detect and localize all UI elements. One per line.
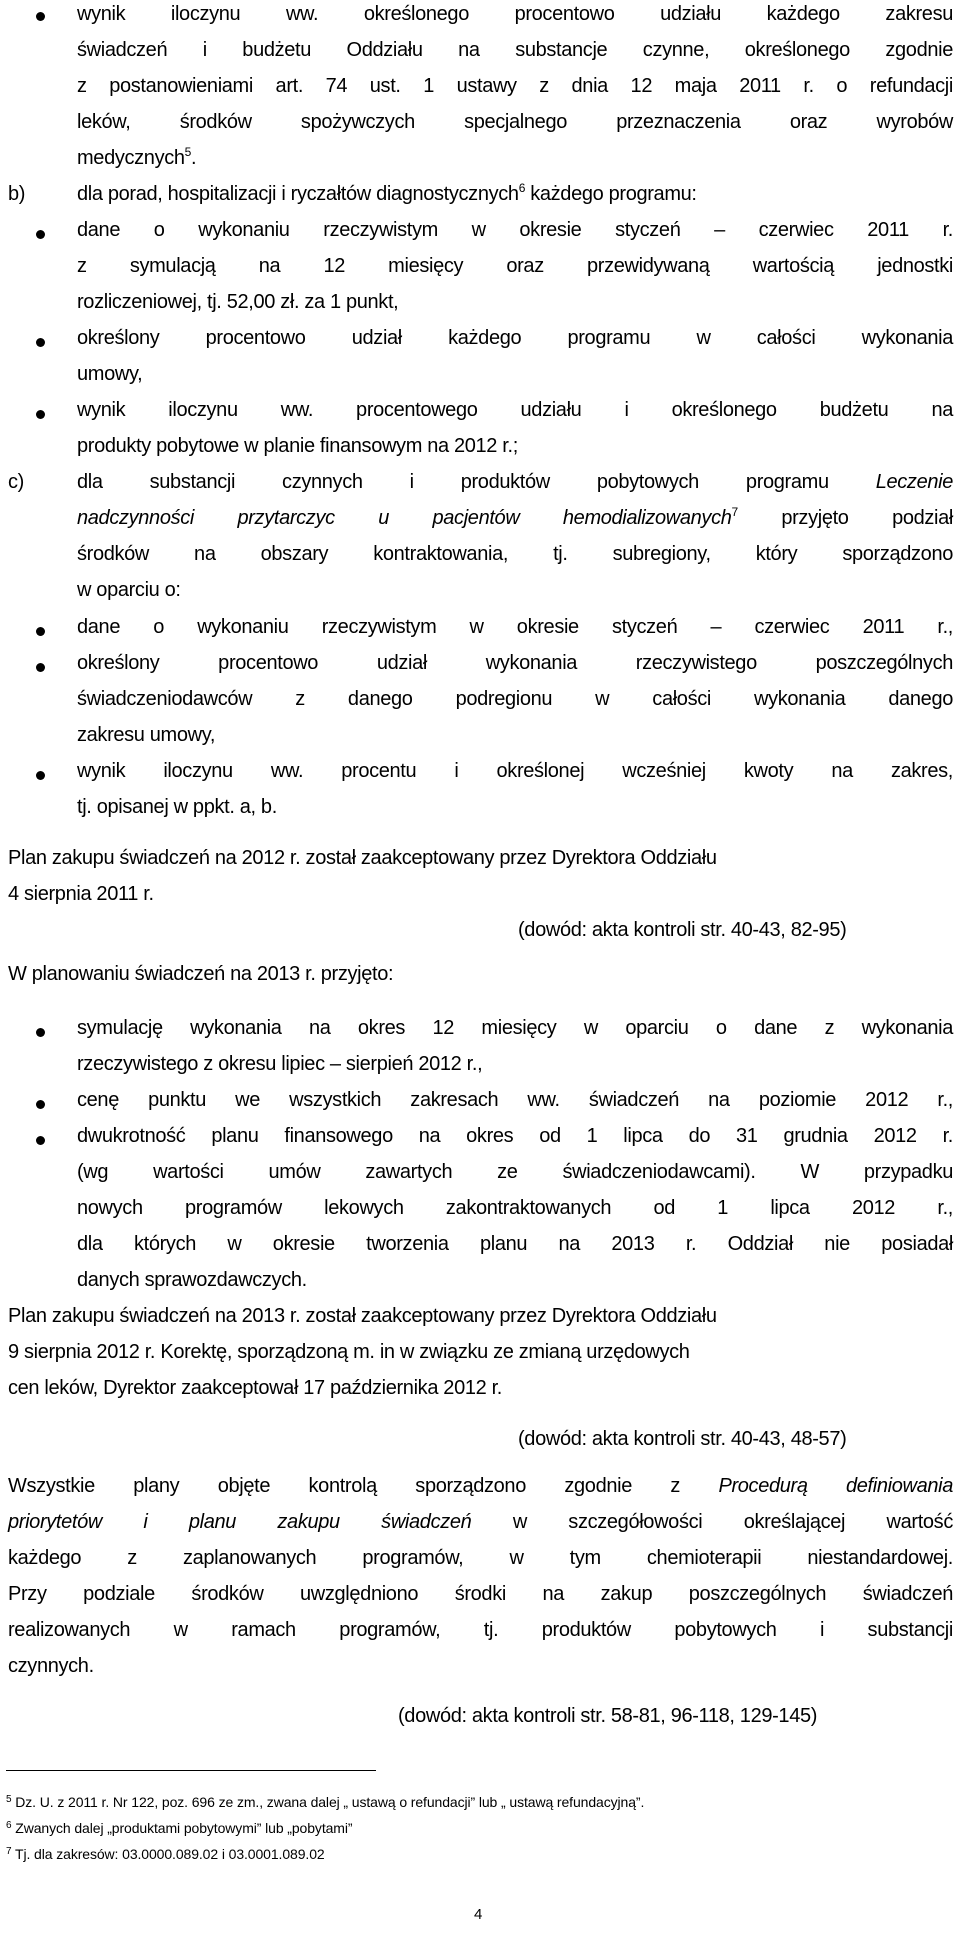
text-line: dwukrotność planu finansowego na okres od 1 lipca do 31 grudnia 2012 r. — [77, 1125, 953, 1147]
paragraph-line: Plan zakupu świadczeń na 2013 r. został zaakceptowany przez Dyrektora Oddziału — [8, 1305, 717, 1327]
paragraph-line: 4 sierpnia 2011 r. — [8, 883, 154, 905]
footnote-number: 5 — [6, 1794, 12, 1805]
footnote — [6, 1845, 325, 1863]
text-line: środków na obszary kontraktowania, tj. subregiony, który sporządzono — [77, 543, 953, 565]
text-line: leków, środków spożywczych specjalnego przeznaczenia oraz wyrobów — [77, 111, 953, 133]
text-line: umowy, — [77, 363, 143, 385]
text-line: cenę punktu we wszystkich zakresach ww. świadczeń na poziomie 2012 r., — [77, 1089, 953, 1111]
text-line — [77, 182, 697, 206]
text-line: dla których w okresie tworzenia planu na 2013 r. Oddział nie posiadał — [77, 1233, 953, 1255]
text-line: świadczeń i budżetu Oddziału na substancje czynne, określonego zgodnie — [77, 39, 953, 61]
text-line: wynik iloczynu ww. procentu i określonej wcześniej kwoty na zakres, — [77, 760, 953, 782]
footnote-number: 7 — [6, 1846, 12, 1857]
text-line: dane o wykonaniu rzeczywistym w okresie styczeń – czerwiec 2011 r. — [77, 219, 953, 241]
text-fragment: przyjęto podział — [781, 507, 953, 529]
footnote-text: Zwanych dalej „produktami pobytowymi” lub „pobytami” — [15, 1820, 353, 1836]
bullet — [36, 12, 45, 21]
bullet — [36, 627, 45, 636]
text-line: (wg wartości umów zawartych ze świadczeniodawcami). W przypadku — [77, 1161, 953, 1183]
text-fragment: każdego programu: — [530, 183, 697, 205]
text-line: określony procentowo udział każdego programu w całości wykonania — [77, 327, 953, 349]
bullet — [36, 410, 45, 419]
paragraph-line: Przy podziale środków uwzględniono środki na zakup poszczególnych świadczeń — [8, 1583, 953, 1605]
text-fragment: Wszystkie plany objęte kontrolą sporządzono zgodnie z — [8, 1475, 681, 1497]
text-line: nowych programów lekowych zakontraktowanych od 1 lipca 2012 r., — [77, 1197, 953, 1219]
text-line: wynik iloczynu ww. określonego procentowo udziału każdego zakresu — [77, 3, 953, 25]
text-fragment: w szczegółowości określającej wartość — [512, 1511, 953, 1533]
footnote — [6, 1819, 352, 1837]
bullet — [36, 1028, 45, 1037]
page-number: 4 — [474, 1906, 483, 1923]
program-name: nadczynności przytarczyc u pacjentów hemodializowanych — [77, 507, 732, 529]
bullet — [36, 338, 45, 347]
text-fragment: dla porad, hospitalizacji i ryczałtów diagnostycznych — [77, 183, 519, 205]
text-line: symulację wykonania na okres 12 miesięcy w oparciu o dane z wykonania — [77, 1017, 953, 1039]
text-fragment: dla substancji czynnych i produktów pobytowych programu — [77, 471, 829, 493]
list-label: b) — [8, 183, 26, 205]
text-line: rzeczywistego z okresu lipiec – sierpień 2012 r., — [77, 1053, 483, 1075]
paragraph-line — [8, 1510, 953, 1534]
text-line: wynik iloczynu ww. procentowego udziału i określonego budżetu na — [77, 399, 953, 421]
text-line — [77, 146, 196, 170]
footnote-text: Tj. dla zakresów: 03.0000.089.02 i 03.0001.089.02 — [15, 1846, 325, 1862]
paragraph-line: każdego z zaplanowanych programów, w tym chemioterapii niestandardowej. — [8, 1547, 953, 1569]
text-line: produkty pobytowe w planie finansowym na 2012 r.; — [77, 435, 518, 457]
footnote-number: 6 — [6, 1820, 12, 1831]
text-line: z postanowieniami art. 74 ust. 1 ustawy z dnia 12 maja 2011 r. o refundacji — [77, 75, 953, 97]
text-fragment: medycznych — [77, 147, 185, 169]
footnote — [6, 1793, 644, 1811]
text-fragment: . — [190, 147, 197, 169]
text-line: z symulacją na 12 miesięcy oraz przewidywaną wartością jednostki — [77, 255, 953, 277]
footnote-separator — [6, 1770, 376, 1771]
text-line: danych sprawozdawczych. — [77, 1269, 307, 1291]
bullet — [36, 1100, 45, 1109]
paragraph-line: cen leków, Dyrektor zaakceptował 17 października 2012 r. — [8, 1377, 503, 1399]
procedure-name: priorytetów i planu zakupu świadczeń — [8, 1511, 472, 1533]
paragraph-line: Plan zakupu świadczeń na 2012 r. został zaakceptowany przez Dyrektora Oddziału — [8, 847, 717, 869]
bullet — [36, 1136, 45, 1145]
paragraph-line — [8, 1474, 953, 1498]
evidence-reference: (dowód: akta kontroli str. 40-43, 48-57) — [518, 1428, 847, 1450]
text-line — [77, 470, 953, 494]
text-line: świadczeniodawców z danego podregionu w całości wykonania danego — [77, 688, 953, 710]
program-name: Leczenie — [875, 471, 953, 493]
evidence-reference: (dowód: akta kontroli str. 40-43, 82-95) — [518, 919, 847, 941]
text-line: w oparciu o: — [77, 579, 181, 601]
text-line: określony procentowo udział wykonania rzeczywistego poszczególnych — [77, 652, 953, 674]
bullet — [36, 230, 45, 239]
text-line — [77, 506, 953, 530]
text-line: rozliczeniowej, tj. 52,00 zł. za 1 punkt, — [77, 291, 399, 313]
paragraph-line: 9 sierpnia 2012 r. Korektę, sporządzoną m. in w związku ze zmianą urzędowych — [8, 1341, 690, 1363]
footnote-marker: 5 — [184, 145, 191, 159]
text-line: tj. opisanej w ppkt. a, b. — [77, 796, 277, 818]
text-line: dane o wykonaniu rzeczywistym w okresie styczeń – czerwiec 2011 r., — [77, 616, 953, 638]
text-line: zakresu umowy, — [77, 724, 216, 746]
bullet — [36, 771, 45, 780]
procedure-name: Procedurą definiowania — [718, 1475, 953, 1497]
paragraph-line: W planowaniu świadczeń na 2013 r. przyjęto: — [8, 963, 394, 985]
bullet — [36, 663, 45, 672]
footnote-marker: 6 — [518, 181, 526, 195]
footnote-marker: 7 — [731, 505, 738, 519]
list-label: c) — [8, 471, 24, 493]
paragraph-line: czynnych. — [8, 1655, 94, 1677]
paragraph-line: realizowanych w ramach programów, tj. produktów pobytowych i substancji — [8, 1619, 953, 1641]
footnote-text: Dz. U. z 2011 r. Nr 122, poz. 696 ze zm., zwana dalej „ ustawą o refundacji” lub „ ustawą refundacyjną”. — [15, 1794, 645, 1810]
evidence-reference: (dowód: akta kontroli str. 58-81, 96-118, 129-145) — [398, 1705, 818, 1727]
